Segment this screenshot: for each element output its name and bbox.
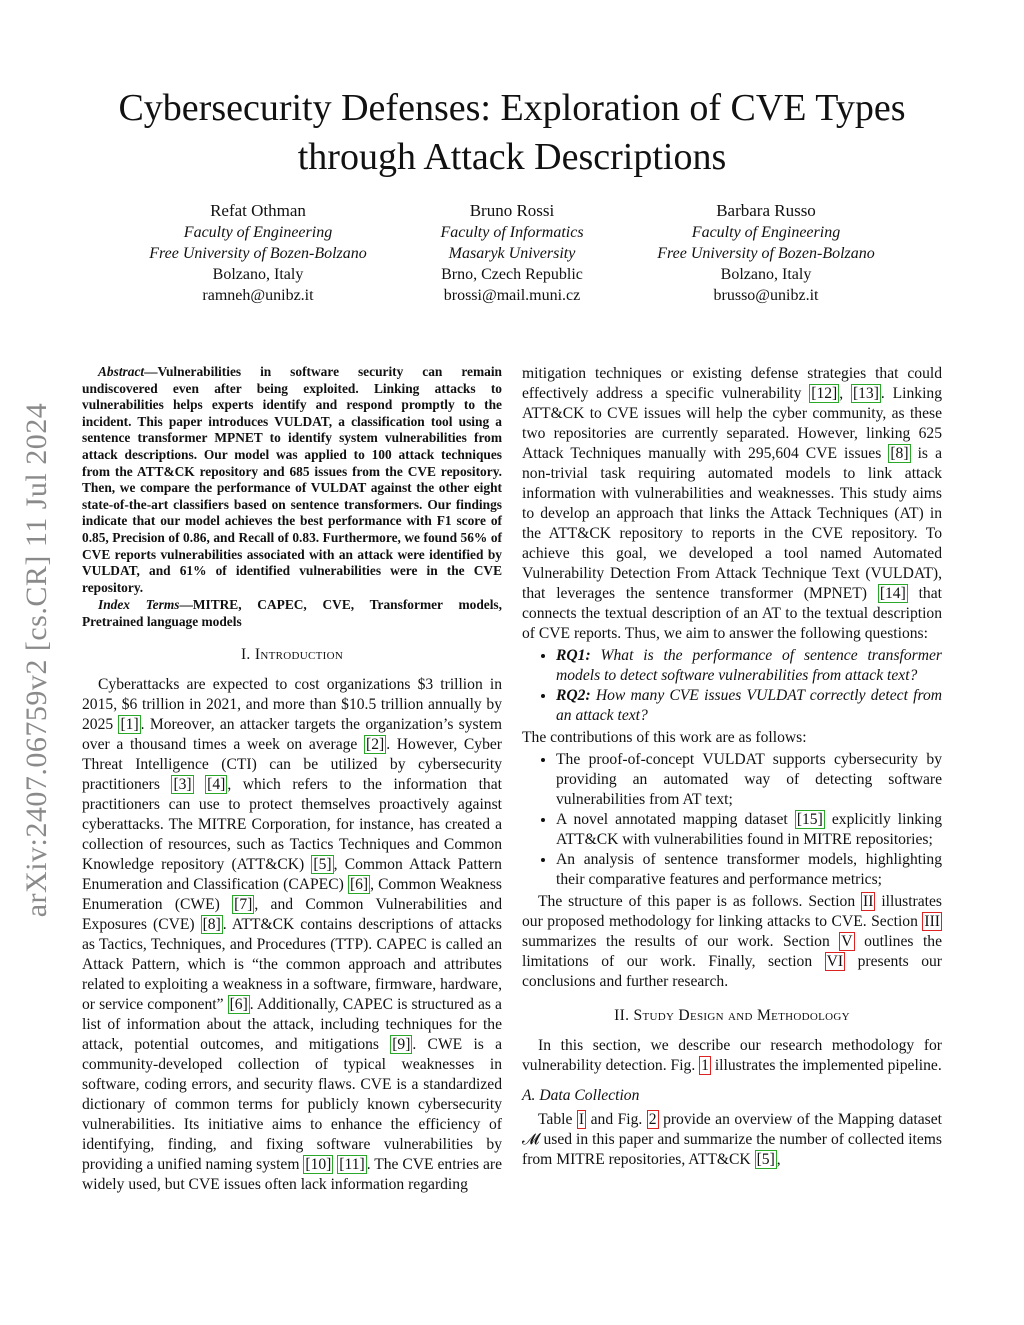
citation-link[interactable]: [9]: [392, 1035, 411, 1053]
structure-paragraph: The structure of this paper is as follows. Section II illustrates our proposed methodology for linking attacks to CVE. Section III summarizes the results of our work. Section V outlines the limitations of our work. Finally, section VI presents our conclusions and further research.: [522, 893, 943, 990]
citation-link[interactable]: [12]: [811, 385, 838, 402]
author-email: brossi@mail.muni.cz: [443, 287, 581, 304]
index-terms-text: —MITRE, CAPEC, CVE, Transformer models, Pretrained language models: [82, 597, 502, 629]
citation-link[interactable]: [13]: [852, 385, 879, 402]
contributions-list: [522, 750, 942, 890]
citation-link[interactable]: [6]: [349, 875, 369, 893]
author-dept: Faculty of Informatics: [440, 224, 584, 241]
citation-link[interactable]: [11]: [339, 1155, 365, 1173]
section-link[interactable]: V: [841, 933, 853, 950]
citation-link[interactable]: [5]: [313, 855, 332, 873]
author-3: [616, 200, 916, 306]
author-dept: Faculty of Engineering: [691, 224, 841, 241]
figure-link[interactable]: 1: [701, 1057, 709, 1074]
data-collection-paragraph: Table I and Fig. 2 provide an overview of the Mapping dataset 𝓜 used in this paper and summarize the number of collected items from MITRE repositories, ATT&CK [5] ,: [522, 1111, 942, 1168]
list-item: • RQ2: How many CVE issues VULDAT correctly detect from an attack text?: [556, 686, 942, 726]
paper-title: Cybersecurity Defenses: Exploration of CVE Types through Attack Descriptions: [118, 87, 906, 178]
citation-link[interactable]: [1]: [120, 715, 139, 733]
author-org: Free University of Bozen-Bolzano: [149, 245, 367, 262]
subsection-heading-data-collection: A. Data Collection: [522, 1087, 640, 1104]
author-dept: Faculty of Engineering: [183, 224, 333, 241]
section-heading-study-design: II. Study Design and Methodology: [614, 1007, 850, 1024]
section-link[interactable]: II: [863, 893, 874, 910]
citation-link[interactable]: [14]: [879, 585, 906, 602]
right-column: [522, 364, 942, 1170]
left-column: [82, 364, 502, 1195]
index-terms-label: Index Terms: [98, 597, 180, 613]
citation-link[interactable]: [8]: [890, 445, 909, 462]
citation-link[interactable]: [6]: [229, 995, 248, 1013]
author-city: Bolzano, Italy: [212, 266, 304, 283]
figure-link[interactable]: 2: [648, 1111, 657, 1128]
abstract-text: —Vulnerabilities in software security can remain undiscovered even after being exploited. Linking attacks to vulnerabilities helps experts identify and respond promptly to the incident. This paper introduces VULDAT, a classification tool using a sentence transformer MPNET to identify system vulnerabilities from attack descriptions. Our model was applied to 100 attack techniques from the ATT&CK repository and 685 issues from the CVE repository. Then, we compare the performance of VULDAT against the other eight state-of-the-art classifiers based on sentence transformers. Our findings indicate that our model achieves the best performance with F1 score of 0.85, Precision of 0.86, and Recall of 0.83. Furthermore, we found 56% of CVE reports vulnerabilities associated with an attack were identified by VULDAT, and 61% of identified vulnerabilities were in the CVE repository.: [82, 364, 502, 595]
research-questions-list: [522, 646, 942, 726]
arxiv-id-text: arXiv:2407.06759v2 [cs.CR] 11 Jul 2024: [20, 402, 53, 918]
citation-link[interactable]: [7]: [234, 895, 253, 913]
table-link[interactable]: I: [578, 1111, 585, 1128]
author-org: Free University of Bozen-Bolzano: [657, 245, 875, 262]
list-item: • RQ1: What is the performance of sentence transformer models to detect software vulnerabilities from attack text?: [556, 646, 942, 686]
arxiv-side-identifier: [12, 360, 62, 960]
list-item: • An analysis of sentence transformer models, highlighting their comparative features and performance metrics;: [556, 850, 942, 890]
dataset-symbol: 𝓜: [522, 1131, 540, 1148]
list-item: • The proof-of-concept VULDAT supports cybersecurity by providing an automated way of detecting software vulnerabilities from AT text;: [556, 750, 942, 810]
citation-link[interactable]: [15]: [796, 811, 823, 828]
section-link[interactable]: VI: [826, 953, 844, 970]
abstract-label: Abstract: [98, 364, 145, 379]
author-email: brusso@unibz.it: [713, 287, 819, 304]
methodology-paragraph: In this section, we describe our research methodology for vulnerability detection. Fig. 1 illustrates the implemented pipeline.: [522, 1037, 942, 1074]
citation-link[interactable]: [3]: [173, 775, 192, 793]
citation-link[interactable]: [5]: [756, 1151, 775, 1168]
abstract: [82, 364, 502, 596]
citation-link[interactable]: [2]: [366, 735, 385, 753]
citation-link[interactable]: [10]: [305, 1155, 332, 1173]
list-item: • A novel annotated mapping dataset [15] explicitly linking ATT&CK with vulnerabilities found in MITRE repositories;: [556, 810, 942, 850]
section-heading-introduction: I. Introduction: [240, 645, 344, 663]
intro-paragraph: Cyberattacks are expected to cost organizations $3 trillion in 2015, $6 trillion in 2021, and more than $10.5 trillion annually by 2025 [1] . Moreover, an attacker targets the organization’s system over a thousand times a week on average [2] . However, Cyber Threat Intelligence (CTI) can be utilized by cybersecurity practitioners [3] [4] , which refers to the information that practitioners can use to protect themselves proactively against cyberattacks. The MITRE Corporation, for instance, has created a collection of resources, such as Tactics Techniques and Common Knowledge repository (ATT&CK) [5] , Common Attack Pattern Enumeration and Classification (CAPEC) [6] , Common Weakness Enumeration (CWE) [7] , and Common Vulnerabilities and Exposures (CVE) [8] . ATT&CK contains descriptions of attacks as Tactics, Techniques, and Procedures (TTP). CAPEC is called an Attack Pattern, which is “the common approach and attributes related to exploiting a weakness in a software, firmware, hardware, or service component” [6] . Additionally, CAPEC is structured as a list of information about the attack, including techniques for the attack, potential outcomes, and mitigations [9] . CWE is a community-developed collection of typical weaknesses in software, coding errors, and security flaws. CVE is a standardized dictionary of common terms for publicly known cybersecurity vulnerabilities. Its initiative aims to enhance the efficiency of identifying, finding, and fixing software vulnerabilities by providing a unified naming system [10] [11] . The CVE entries are widely used, but CVE issues often lack information regarding: [82, 675, 503, 1193]
contributions-intro: The contributions of this work are as follows:: [522, 729, 807, 746]
author-name: Bruno Rossi: [469, 201, 555, 220]
intro-continuation: mitigation techniques or existing defense strategies that could effectively address a specific vulnerability [12] , [13] . Linking ATT&CK to CVE issues will help the cyber community, as these two repositories are currently separated. However, linking 625 Attack Techniques manually with 295,604 CVE issues [8] is a non-trivial task requiring automated models to link attack information with vulnerabilities and weaknesses. This study aims to develop an approach that links the Attack Techniques (AT) in the ATT&CK repository to reports in the CVE repository. To achieve this goal, we developed a tool named Automated Vulnerability Detection From Attack Technique Text (VULDAT), that leverages the sentence transformer (MPNET) [14] that connects the textual description of an AT to the textual description of CVE reports. Thus, we aim to answer the following questions:: [522, 365, 942, 642]
author-city: Bolzano, Italy: [720, 266, 812, 283]
author-city: Brno, Czech Republic: [441, 266, 583, 283]
author-name: Barbara Russo: [716, 201, 816, 220]
index-terms: [82, 597, 502, 630]
citation-link[interactable]: [4]: [207, 775, 226, 793]
author-name: Refat Othman: [210, 201, 306, 220]
citation-link[interactable]: [8]: [202, 915, 221, 933]
section-link[interactable]: III: [924, 913, 940, 930]
author-org: Masaryk University: [448, 245, 576, 262]
author-email: ramneh@unibz.it: [202, 287, 314, 304]
